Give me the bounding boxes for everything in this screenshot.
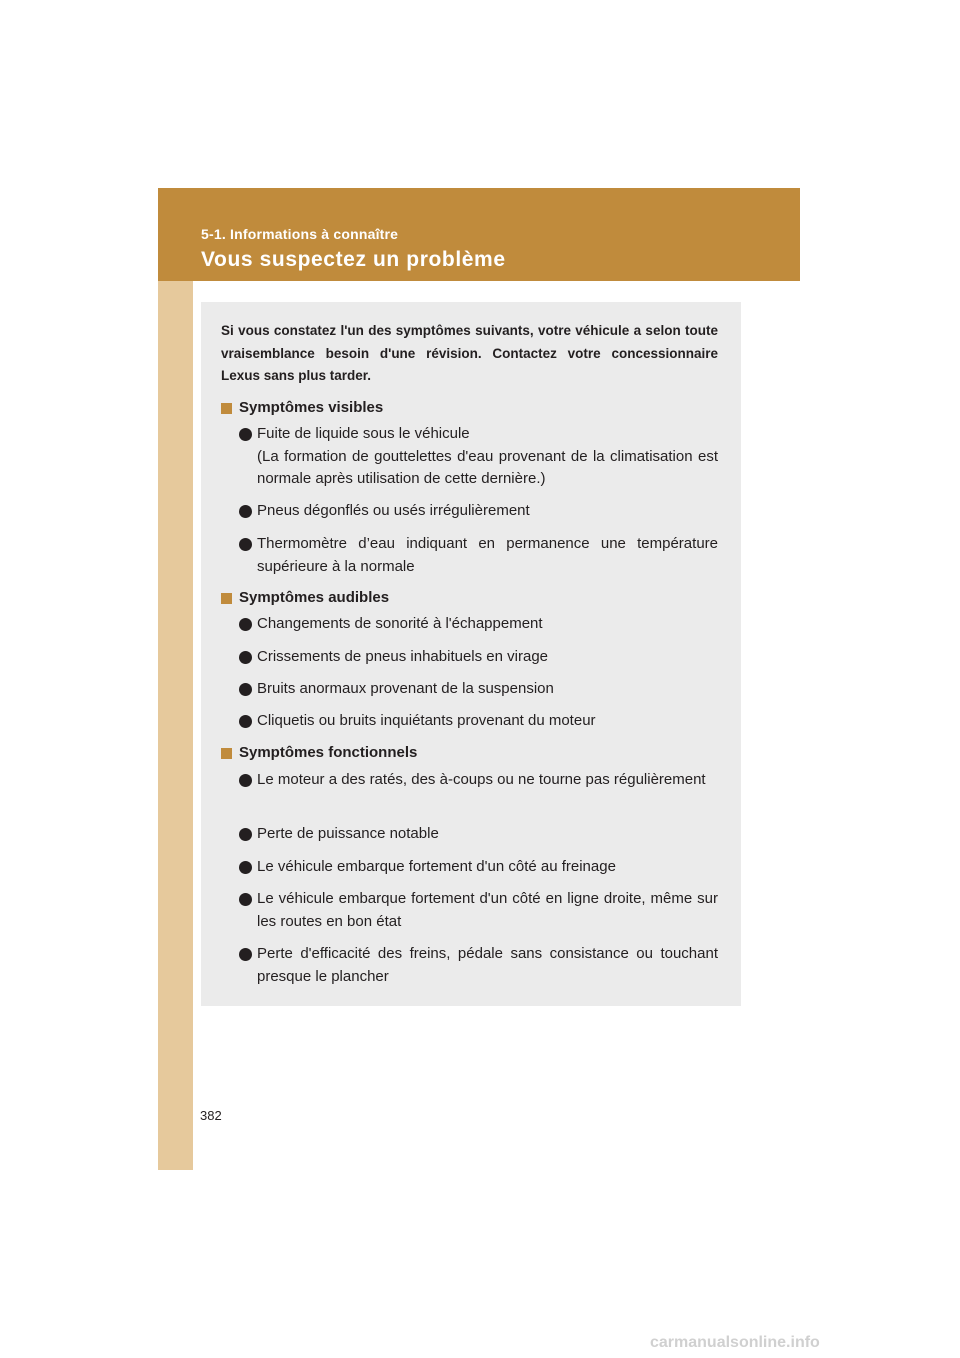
- square-bullet-icon: [221, 748, 232, 759]
- round-bullet-icon: [239, 893, 252, 906]
- page-title: Vous suspectez un problème: [201, 248, 506, 271]
- square-bullet-icon: [221, 593, 232, 604]
- header-band: [158, 188, 800, 281]
- intro-paragraph: Si vous constatez l'un des symptômes suivants, votre véhicule a selon toute vraisemblance besoin d'une révision. Contactez votre concessionnaire Lexus sans plus tarder.: [221, 323, 718, 383]
- list-item: [239, 678, 718, 701]
- item-text-line-2: (La formation de gouttelettes d'eau provenant de la climatisation est normale après utilisation de cette dernière.): [257, 447, 718, 487]
- side-tab-strip: [158, 188, 193, 1170]
- round-bullet-icon: [239, 715, 252, 728]
- round-bullet-icon: [239, 948, 252, 961]
- list-item-text: Changements de sonorité à l'échappement: [257, 615, 543, 632]
- list-item-text: Le moteur a des ratés, des à-coups ou ne tourne pas régulièrement: [257, 771, 706, 788]
- list-item: [239, 500, 718, 523]
- list-item: [239, 888, 718, 933]
- group-heading-functional: [221, 743, 417, 763]
- list-item-text: Perte de puissance notable: [257, 825, 439, 842]
- list-item: [239, 823, 718, 846]
- list-item: [239, 646, 718, 669]
- list-item-text: [257, 423, 718, 491]
- list-item: [239, 423, 718, 491]
- content-box: [201, 302, 741, 1006]
- list-item-text: Cliquetis ou bruits inquiétants provenant du moteur: [257, 712, 596, 729]
- list-item: [239, 613, 718, 636]
- list-item-text: Pneus dégonflés ou usés irrégulièrement: [257, 502, 530, 519]
- round-bullet-icon: [239, 505, 252, 518]
- list-item: [239, 769, 718, 792]
- round-bullet-icon: [239, 683, 252, 696]
- list-item-text: Perte d'efficacité des freins, pédale sans consistance ou touchant presque le plancher: [257, 945, 718, 985]
- round-bullet-icon: [239, 428, 252, 441]
- page-number: 382: [200, 1108, 222, 1123]
- group-heading-label: Symptômes fonctionnels: [239, 744, 418, 761]
- round-bullet-icon: [239, 618, 252, 631]
- list-item-text: Le véhicule embarque fortement d'un côté au freinage: [257, 858, 616, 875]
- list-item: [239, 856, 718, 879]
- round-bullet-icon: [239, 538, 252, 551]
- group-heading-label: Symptômes audibles: [239, 589, 390, 606]
- list-item: [239, 710, 718, 733]
- item-text-line-1: Fuite de liquide sous le véhicule: [257, 425, 470, 442]
- round-bullet-icon: [239, 828, 252, 841]
- list-item-text: Bruits anormaux provenant de la suspension: [257, 680, 554, 697]
- group-heading-audible: [221, 588, 389, 608]
- round-bullet-icon: [239, 861, 252, 874]
- round-bullet-icon: [239, 651, 252, 664]
- list-item: [239, 533, 718, 578]
- list-item-text: Crissements de pneus inhabituels en virage: [257, 648, 548, 665]
- group-heading-visible: [221, 398, 383, 418]
- group-heading-label: Symptômes visibles: [239, 399, 384, 416]
- square-bullet-icon: [221, 403, 232, 414]
- list-item-text: Thermomètre d’eau indiquant en permanence une température supérieure à la normale: [257, 535, 718, 575]
- round-bullet-icon: [239, 774, 252, 787]
- list-item-text: Le véhicule embarque fortement d'un côté en ligne droite, même sur les routes en bon état: [257, 890, 718, 930]
- section-label: 5-1. Informations à connaître: [201, 226, 399, 242]
- list-item: [239, 943, 718, 988]
- watermark: carmanualsonline.info: [650, 1334, 820, 1351]
